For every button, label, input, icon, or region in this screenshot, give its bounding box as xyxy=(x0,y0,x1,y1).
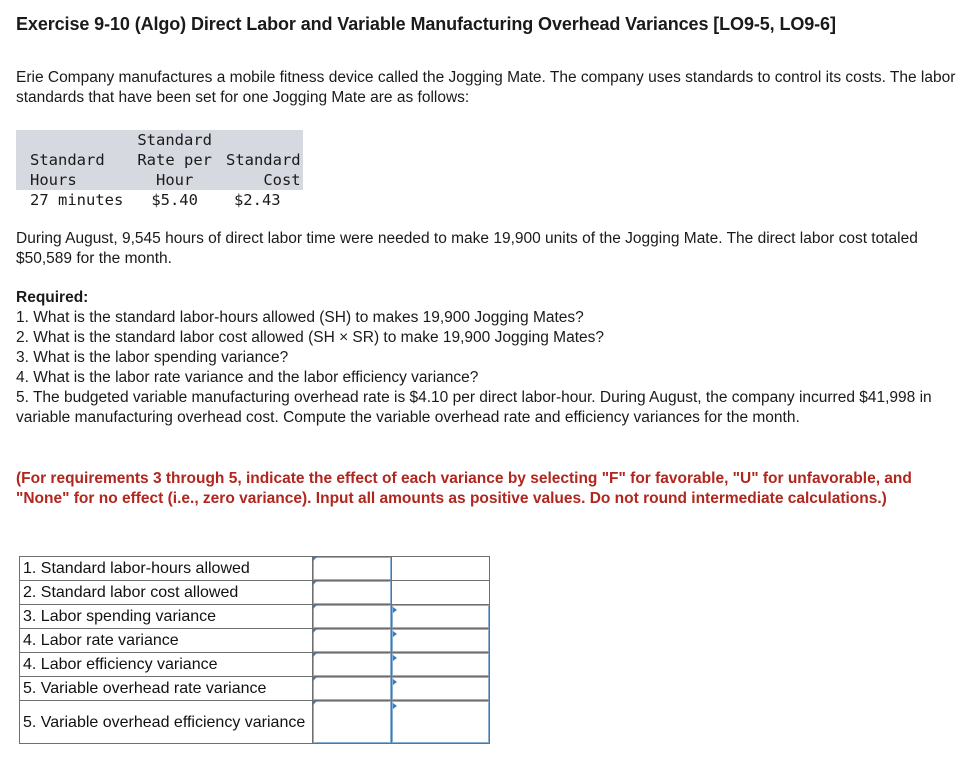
input-indicator-icon xyxy=(313,677,317,681)
answer-row xyxy=(20,677,490,701)
dropdown-arrow-icon xyxy=(393,679,397,685)
amount-cell xyxy=(313,557,392,581)
cell-standard-cost: $2.43 xyxy=(233,191,281,209)
answer-row xyxy=(20,701,490,744)
amount-cell xyxy=(313,629,392,653)
required-item: 5. The budgeted variable manufacturing overhead rate is $4.10 per direct labor-hour. During August, the company incurred $41,998 in variable manufacturing overhead cost. Compute the variable overhead rate and efficiency variances for the month. xyxy=(16,389,932,426)
header-standard-rate: Standard Rate per Hour xyxy=(123,130,212,190)
effect-cell xyxy=(392,701,490,744)
answer-row xyxy=(20,581,490,605)
intro-paragraph: Erie Company manufactures a mobile fitness device called the Jogging Mate. The company uses standards to control its costs. The labor standards that have been set for one Jogging Mate are as follows: xyxy=(16,69,956,106)
amount-input-efficiency-variance[interactable] xyxy=(313,653,391,676)
table-row xyxy=(16,190,303,210)
amount-input-spending-variance[interactable] xyxy=(313,605,391,628)
amount-input-rate-variance[interactable] xyxy=(313,629,391,652)
row-label: 5. Variable overhead rate variance xyxy=(20,677,313,701)
row-label: 5. Variable overhead efficiency variance xyxy=(20,701,313,744)
required-item: 1. What is the standard labor-hours allowed (SH) to makes 19,900 Jogging Mates? xyxy=(16,309,584,326)
row-label: 4. Labor rate variance xyxy=(20,629,313,653)
dropdown-arrow-icon xyxy=(393,703,397,709)
input-indicator-icon xyxy=(313,653,317,657)
header-standard-hours: Standard Hours xyxy=(16,130,123,190)
effect-cell xyxy=(392,605,490,629)
amount-cell xyxy=(313,581,392,605)
required-item: 2. What is the standard labor cost allowed (SH × SR) to make 19,900 Jogging Mates? xyxy=(16,329,605,346)
row-label: 2. Standard labor cost allowed xyxy=(20,581,313,605)
row-label: 4. Labor efficiency variance xyxy=(20,653,313,677)
effect-cell xyxy=(392,677,490,701)
cell-standard-rate: $5.40 xyxy=(151,191,198,209)
input-indicator-icon xyxy=(313,605,317,609)
effect-cell xyxy=(392,629,490,653)
labor-standards-table xyxy=(16,130,303,210)
header-standard-cost: Standard Cost xyxy=(212,130,303,190)
required-item: 4. What is the labor rate variance and the labor efficiency variance? xyxy=(16,369,479,386)
input-indicator-icon xyxy=(313,629,317,633)
effect-select-voh-efficiency-variance[interactable] xyxy=(392,701,489,743)
answer-row xyxy=(20,629,490,653)
dropdown-arrow-icon xyxy=(393,607,397,613)
dropdown-arrow-icon xyxy=(393,631,397,637)
required-heading: Required: xyxy=(16,289,89,306)
amount-cell xyxy=(313,605,392,629)
effect-select-voh-rate-variance[interactable] xyxy=(392,677,489,700)
effect-cell-empty xyxy=(392,581,490,605)
effect-cell-empty xyxy=(392,557,490,581)
input-indicator-icon xyxy=(313,557,317,561)
effect-select-spending-variance[interactable] xyxy=(392,605,489,628)
amount-cell xyxy=(313,653,392,677)
effect-cell xyxy=(392,653,490,677)
row-label: 1. Standard labor-hours allowed xyxy=(20,557,313,581)
amount-input-voh-rate-variance[interactable] xyxy=(313,677,391,700)
input-indicator-icon xyxy=(313,581,317,585)
answer-row xyxy=(20,653,490,677)
answer-row xyxy=(20,605,490,629)
dropdown-arrow-icon xyxy=(393,655,397,661)
answer-row xyxy=(20,557,490,581)
required-item: 3. What is the labor spending variance? xyxy=(16,349,289,366)
exercise-title: Exercise 9-10 (Algo) Direct Labor and Variable Manufacturing Overhead Variances [LO9-5, LO9-6] xyxy=(16,14,836,34)
input-indicator-icon xyxy=(313,701,317,705)
row-label: 3. Labor spending variance xyxy=(20,605,313,629)
answer-grid xyxy=(19,556,490,744)
amount-input-sh[interactable] xyxy=(313,557,391,580)
cell-standard-hours: 27 minutes xyxy=(30,191,124,209)
instructions-note: (For requirements 3 through 5, indicate the effect of each variance by selecting "F" for favorable, "U" for unfavorable, and "None" for no effect (i.e., zero variance). Input all amounts as positive values. Do not round intermediate calculations.) xyxy=(16,470,912,507)
amount-cell xyxy=(313,701,392,744)
required-section xyxy=(16,288,956,428)
august-paragraph: During August, 9,545 hours of direct labor time were needed to make 19,900 units of the Jogging Mate. The direct labor cost totaled $50,589 for the month. xyxy=(16,230,918,267)
amount-cell xyxy=(313,677,392,701)
amount-input-voh-efficiency-variance[interactable] xyxy=(313,701,391,743)
effect-select-efficiency-variance[interactable] xyxy=(392,653,489,676)
amount-input-std-cost[interactable] xyxy=(313,581,391,604)
effect-select-rate-variance[interactable] xyxy=(392,629,489,652)
